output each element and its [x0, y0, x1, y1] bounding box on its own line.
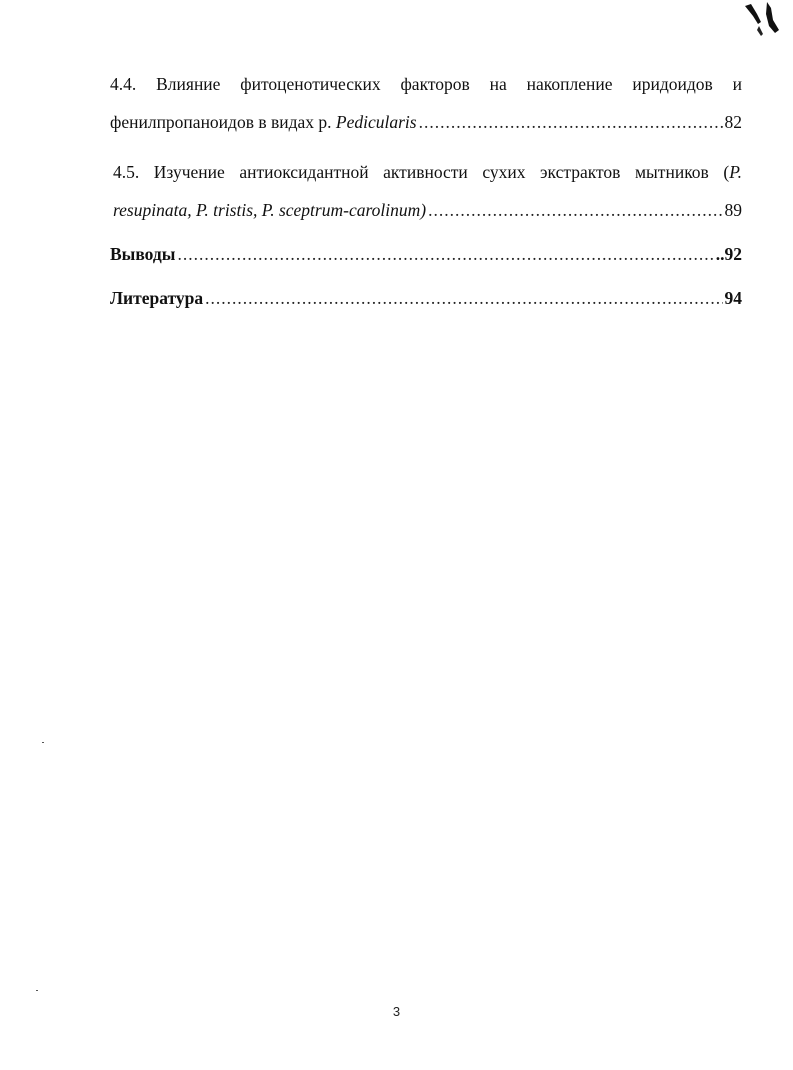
toc-entry-title: Изучение антиоксидантной активности сухих экстрактов мытников ( [153, 162, 730, 182]
dot-leader [428, 188, 722, 232]
toc-page-number: 89 [724, 200, 742, 220]
toc-entry-number: 4.4. [110, 74, 137, 94]
dot-leader [205, 276, 722, 320]
toc-entry-leader-line [110, 232, 742, 276]
toc-page-number: 82 [724, 112, 742, 132]
toc-page-number: ..92 [715, 244, 742, 264]
scan-speck [36, 990, 38, 991]
toc-entry-title: Литература [110, 288, 204, 308]
toc-entry-literature [110, 276, 742, 320]
dot-leader [177, 232, 713, 276]
toc-entry-title: Выводы [110, 244, 176, 264]
dot-leader [419, 100, 723, 144]
scan-artifact-mark [737, 0, 787, 45]
toc-entry-species-start: P. [729, 162, 742, 182]
toc-entry-conclusions [110, 232, 742, 276]
toc-page-number: 94 [724, 288, 742, 308]
table-of-contents [110, 68, 742, 320]
page-number: 3 [392, 1004, 401, 1019]
toc-entry-title: Влияние фитоценотических факторов на накопление иридоидов и [156, 74, 742, 94]
toc-entry-4-5 [110, 156, 742, 232]
toc-entry-leader-line [110, 100, 742, 144]
scan-speck [42, 742, 44, 743]
toc-entry-number: 4.5. [113, 162, 140, 182]
toc-entry-title-cont: фенилпропаноидов в видах р. [110, 112, 336, 132]
toc-entry-title-line [110, 68, 742, 100]
toc-entry-title-line [113, 156, 742, 188]
toc-entry-leader-line [113, 188, 742, 232]
toc-entry-leader-line [110, 276, 742, 320]
toc-entry-genus: Pedicularis [335, 112, 417, 132]
toc-entry-species: resupinata, P. tristis, P. sceptrum-carolinum) [113, 200, 427, 220]
toc-entry-4-4 [110, 68, 742, 144]
